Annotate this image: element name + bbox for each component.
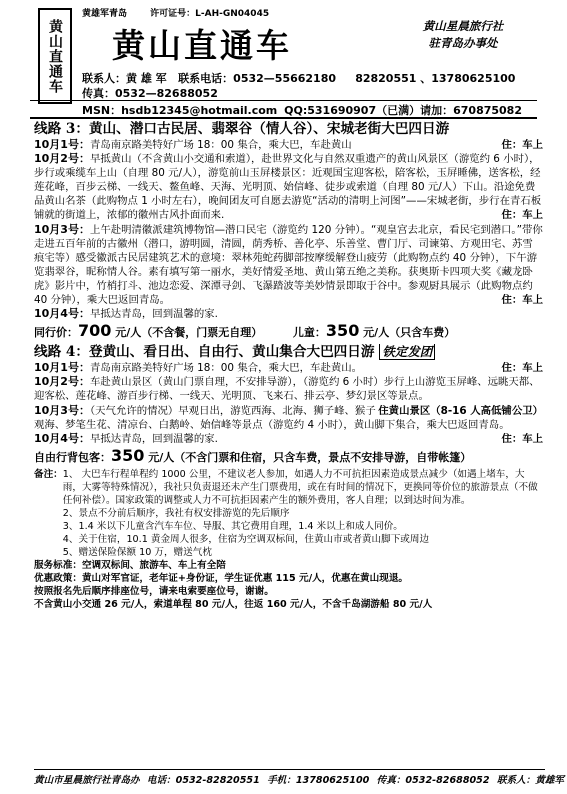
qq: QQ:531690907（已满）请加：670875082 <box>284 104 522 117</box>
route-4-day-3-text: （天气允许的情况）早观日出，游览西海、北海、狮子峰、猴子观海、梦笔生花、清凉台、白鹅岭、始信峰等景点（游览约 4 小时），黄山脚下集合，乘大巴返回青岛。 <box>34 404 510 431</box>
contact-phone-2: 82820551 、13780625100 <box>355 72 516 85</box>
main-title: 黄山直通车 <box>112 26 292 65</box>
route-4-day-4-text: 早抵达青岛，回到温馨的家. <box>89 432 218 445</box>
self-guided-label: 自由行背包客： <box>34 450 111 464</box>
footer-agency: 黄山市星晨旅行社青岛办 <box>34 775 140 786</box>
route-3-title: 线路 3：黄山、潜口古民居、翡翠谷（情人谷）、宋城老街大巴四日游 <box>34 121 450 137</box>
msn: MSN：hsdb12345@hotmail.com <box>82 104 278 117</box>
route-4-day-4 <box>34 432 543 446</box>
self-guided-price <box>34 446 543 468</box>
vertical-label: 黄山直通车 <box>47 18 63 94</box>
route-4-day-2-lodging: 住黄山景区（8-16 人高低铺公卫） <box>378 404 543 417</box>
route-3-day-2-lodging: 住：车上 <box>501 209 543 222</box>
adult-price: 700 <box>78 321 112 341</box>
route-4-day-2-text: 车赴黄山景区（黄山门票自理，不安排导游），（游览约 6 小时）步行上山游览玉屏峰、远眺天都、迎客松、莲花峰、游百步行梯、一线天、光明顶、飞来石、排云亭、梦幻景区等景点。 <box>34 376 540 403</box>
service-standard: 服务标准：空调双标间、旅游车、车上有全陪 <box>34 559 226 571</box>
footer-contact: 联系人：黄雄军 <box>496 775 565 786</box>
contact-row-1 <box>82 70 515 86</box>
footer-mobile: 手机：13780625100 <box>267 775 370 786</box>
route-4-day-1-label: 10月1号： <box>34 361 90 375</box>
agency-line-2: 驻青岛办事处 <box>428 36 498 50</box>
route-3-day-4-label: 10月4号： <box>34 307 90 321</box>
contact-phone: 联系电话：0532—55662180 <box>178 72 337 85</box>
route-3-day-2 <box>34 152 543 222</box>
agency-line-1: 黄山星晨旅行社 <box>422 19 504 33</box>
route-3-day-1 <box>34 138 543 152</box>
route-3-day-1-text: 青岛南京路美特好广场 18：00 集合，乘大巴，车赴黄山 <box>89 139 352 151</box>
flyer-header <box>0 0 567 118</box>
route-4-day-4-label: 10月4号： <box>34 431 90 445</box>
vertical-label-box <box>38 8 72 104</box>
remarks <box>34 468 543 611</box>
contact-row-3 <box>82 102 522 118</box>
remark-block <box>34 468 543 559</box>
price-label: 同行价： <box>34 326 78 340</box>
remark-item-5: 5、赠送保险保额 10 万，赠送气枕 <box>62 546 212 558</box>
route-4-title-text: 线路 4：登黄山、看日出、自由行、黄山集合大巴四日游 <box>34 344 375 361</box>
route-3-day-4-text: 早抵达青岛，回到温馨的家. <box>89 308 218 321</box>
remark-item-1: 1、 大巴车行程单程约 1000 公里，不建议老人参加，如遇人力不可抗拒因素造成景点减少（如遇上堵车，大雨，大雾等特殊情况），我社只负责退还未产生门票费用，或在有时间的情况下，更换同等价位的旅游景点（不做任何补偿）。国家政策的调整或人力不可抗拒因素产生的额外费用，客人自理；以到达时间为准。 <box>62 468 538 506</box>
adult-price-note: 元/人（不含餐，门票无自理） <box>115 326 263 340</box>
agency-name <box>409 18 517 52</box>
route-3-day-1-label: 10月1号： <box>34 138 90 151</box>
child-label: 儿童： <box>292 326 326 340</box>
remark-list <box>63 468 543 559</box>
guaranteed-badge: 铁定发团 <box>379 344 435 360</box>
exclusions: 不含黄山小交通 26 元/人，索道单程 80 元/人，往返 160 元/人，不含千岛湖游船 80 元/人 <box>34 598 433 610</box>
route-3-day-2-text: 早抵黄山（不含黄山小交通和索道），赴世界文化与自然双重遗产的黄山风景区（游览约 6 小时），步行或乘缆车上山（自理 80 元/人），游览前山玉屏楼景区：近观国宝迎客松，陪客松，玉屏睡佛，送客松，经莲花峰，百步云梯、一线天、鳌鱼峰、天海、光明顶、始信峰、徒步或索道（自理 80 元/人）下山。沿途免费品黄山名茶（此购物点 1 小时左右），晚间团友可自愿去游览“活动的清明上河图”——宋城老街，步行在青石板铺就的街道上，浓郁的徽州古风扑面而来. <box>34 153 542 222</box>
license-number: 许可证号：L-AH-GN04045 <box>150 9 270 19</box>
route-4-day-1 <box>34 361 543 375</box>
remark-item-4: 4、关于住宿，10.1 黄金周人很多，住宿为空调双标间，住黄山市或者黄山脚下或周边 <box>62 533 430 545</box>
self-guided-amount: 350 <box>111 445 145 465</box>
route-3-day-4 <box>34 307 543 321</box>
route-4-day-1-lodging: 住：车上 <box>501 362 543 375</box>
route-3-day-3-text: 上午赴明清徽派建筑博物馆—潜口民宅（游览约 120 分钟）。“观皇宫去北京，看民宅到潜口。”带你走进五百年前的古徽州（潜口，游明圆，清圆，荫秀桥、善化亭、乐善堂、曹门厅、司谏第、方观田宅、苏雪痕宅等）感受徽派古民居建筑艺术的意境：翠林苑蛇药脚部按摩缓解登山疲劳（此购物点约 40 分钟），下午游览翡翠谷，昵称情人谷。素有填写第一丽水，美好情爱圣地、黄山第五绝之美称。获奥斯卡四项大奖《藏龙卧虎》影片中，竹梢打斗、池边恋爱、深潭寻剑、飞瀑踏波等美妙情景即取于谷中。参观厨具展示（此购物点约 40 分钟），乘大巴返回青岛。 <box>34 223 543 307</box>
remark-label: 备注： <box>34 468 63 480</box>
route-4-day-3-label: 10月3号： <box>34 403 90 417</box>
remark-item-2: 2、景点不分前后顺序，我社有权安排游览的先后顺序 <box>62 507 290 519</box>
route-3-day-3-label: 10月3号： <box>34 222 90 236</box>
contact-person: 联系人：黄 雄 军 <box>82 72 167 85</box>
route-4-title <box>34 343 543 361</box>
booking-note: 按照报名先后顺序排座位号，请来电索要座位号，谢谢。 <box>34 585 274 597</box>
route-3-day-1-lodging: 住：车上 <box>501 139 543 151</box>
flyer-body <box>34 120 543 611</box>
route-4-day-2-label: 10月2号： <box>34 375 90 389</box>
child-price-note: 元/人（只含车费） <box>363 326 456 340</box>
remark-item-3: 3、1.4 米以下儿童含汽车车位、导服、其它费用自理，1.4 米以上和成人同价。 <box>62 520 403 532</box>
route-3-price <box>34 321 543 343</box>
fax-line: 传真：0532—82688052 <box>82 87 218 100</box>
slogan: 黄雄军青岛 <box>82 9 128 19</box>
footer-phone: 电话：0532-82820551 <box>146 775 260 786</box>
route-3-day-3 <box>34 223 543 308</box>
footer-fax: 传真：0532-82688052 <box>376 775 490 786</box>
route-3-day-3-lodging: 住：车上 <box>501 294 543 307</box>
discount-policy: 优惠政策：黄山对军官证，老年证+身份证，学生证优惠 115 元/人，优惠在黄山现退。 <box>34 572 409 584</box>
child-price: 350 <box>325 321 360 341</box>
route-4-day-3-lodging: 住：车上 <box>501 432 543 445</box>
route-4-day-1-text: 青岛南京路美特好广场 18：00 集合，乘大巴，车赴黄山。 <box>89 362 362 375</box>
top-line <box>82 6 289 19</box>
header-divider <box>30 117 537 119</box>
route-3-day-2-label: 10月2号： <box>34 152 90 166</box>
flyer-footer <box>34 769 565 786</box>
header-divider-thin <box>30 100 537 101</box>
self-guided-note: 元/人（不含门票和住宿，只含车费，景点不安排导游，自带帐篷） <box>148 450 472 464</box>
